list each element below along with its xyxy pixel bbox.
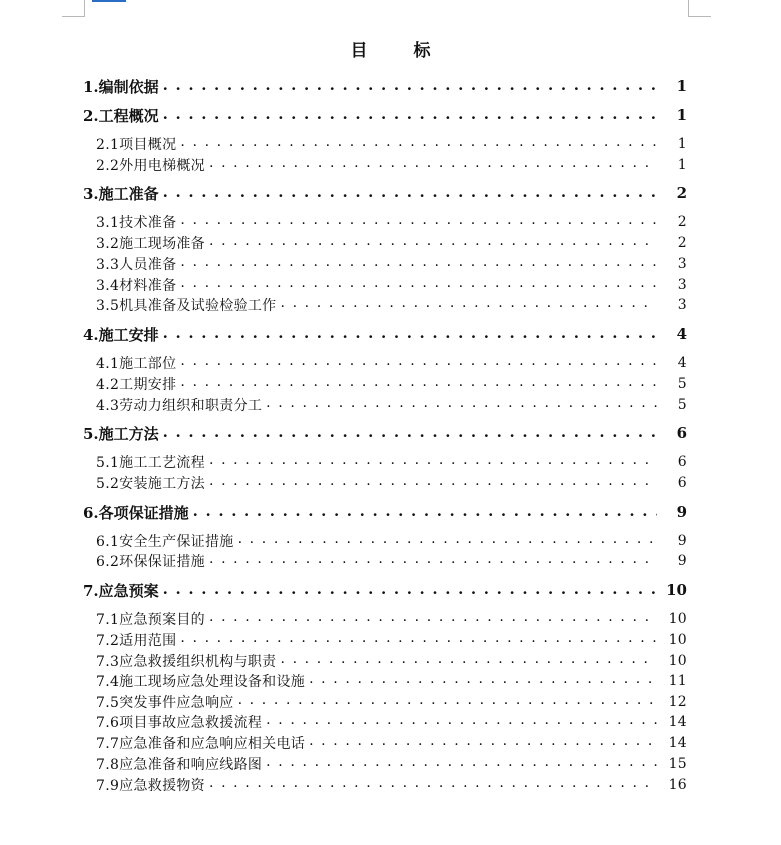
toc-section-entry[interactable]	[0, 275, 781, 295]
page-corner-mark-right	[688, 0, 711, 17]
toc-dot-leader	[163, 324, 657, 344]
toc-page-number: 10	[668, 653, 687, 669]
toc-dot-leader	[209, 233, 657, 253]
toc-section-entry[interactable]	[0, 295, 781, 315]
toc-dot-leader	[180, 254, 657, 274]
toc-entry-label: 3.2施工现场准备	[96, 236, 205, 252]
toc-section-entry[interactable]	[0, 233, 781, 253]
toc-section-entry[interactable]	[0, 712, 781, 732]
toc-dot-leader	[209, 155, 657, 175]
toc-entry-label: 6.1安全生产保证措施	[96, 534, 234, 550]
toc-section-entry[interactable]	[0, 374, 781, 394]
toc-dot-leader	[180, 353, 657, 373]
toc-entry-label: 6.各项保证措施	[83, 503, 189, 522]
toc-section-entry[interactable]	[0, 754, 781, 774]
toc-section-entry[interactable]	[0, 155, 781, 175]
toc-dot-leader	[209, 452, 657, 472]
toc-entry-label: 1.编制依据	[83, 77, 159, 96]
toc-section-entry[interactable]	[0, 651, 781, 671]
toc-page-number: 10	[666, 581, 687, 599]
toc-page-number: 3	[677, 297, 687, 313]
toc-entry-label: 2.工程概况	[83, 106, 159, 125]
toc-entry-label: 6.2环保保证措施	[96, 554, 205, 570]
toc-section-entry[interactable]	[0, 551, 781, 571]
toc-page-number: 3	[677, 277, 687, 293]
toc-chapter-entry[interactable]	[0, 76, 781, 96]
toc-dot-leader	[180, 630, 657, 650]
toc-page-number: 1	[676, 106, 687, 124]
toc-chapter-entry[interactable]	[0, 105, 781, 125]
toc-dot-leader	[309, 671, 657, 691]
toc-page-number: 14	[668, 714, 687, 730]
toc-entry-label: 3.1技术准备	[96, 215, 177, 231]
toc-page-number: 11	[668, 673, 687, 689]
toc-entry-label: 7.1应急预案目的	[96, 612, 205, 628]
toc-chapter-entry[interactable]	[0, 423, 781, 443]
toc-entry-label: 7.5突发事件应急响应	[96, 695, 234, 711]
toc-dot-leader	[163, 580, 657, 600]
toc-dot-leader	[238, 692, 657, 712]
toc-page-number: 5	[677, 376, 687, 392]
toc-dot-leader	[209, 473, 657, 493]
toc-page-number: 6	[676, 424, 687, 442]
toc-page-number: 9	[676, 503, 687, 521]
toc-entry-label: 7.应急预案	[83, 581, 159, 600]
toc-section-entry[interactable]	[0, 212, 781, 232]
page-corner-mark-left	[62, 0, 85, 17]
toc-entry-label: 4.1施工部位	[96, 356, 177, 372]
toc-dot-leader	[163, 76, 657, 96]
toc-section-entry[interactable]	[0, 254, 781, 274]
toc-dot-leader	[163, 423, 657, 443]
toc-entry-label: 7.2适用范围	[96, 633, 177, 649]
toc-dot-leader	[163, 183, 657, 203]
toc-entry-label: 4.2工期安排	[96, 377, 177, 393]
toc-section-entry[interactable]	[0, 134, 781, 154]
toc-dot-leader	[180, 134, 657, 154]
toc-page-number: 9	[677, 533, 687, 549]
toc-section-entry[interactable]	[0, 353, 781, 373]
toc-dot-leader	[280, 295, 657, 315]
toc-dot-leader	[209, 775, 657, 795]
toc-page-number: 5	[677, 397, 687, 413]
toc-entry-label: 5.2安装施工方法	[96, 476, 205, 492]
toc-page-number: 2	[677, 235, 687, 251]
toc-section-entry[interactable]	[0, 733, 781, 753]
toc-entry-label: 3.3人员准备	[96, 257, 177, 273]
toc-page-number: 4	[676, 325, 687, 343]
toc-dot-leader	[266, 395, 657, 415]
toc-page-number: 6	[677, 475, 687, 491]
toc-page-number: 14	[668, 735, 687, 751]
toc-dot-leader	[193, 502, 657, 522]
toc-page-number: 9	[677, 553, 687, 569]
toc-dot-leader	[266, 754, 657, 774]
toc-section-entry[interactable]	[0, 609, 781, 629]
toc-dot-leader	[209, 609, 657, 629]
toc-entry-label: 3.4材料准备	[96, 278, 177, 294]
toc-page-number: 6	[677, 454, 687, 470]
toc-dot-leader	[180, 374, 657, 394]
toc-entry-label: 3.施工准备	[83, 184, 159, 203]
toc-dot-leader	[209, 551, 657, 571]
toc-chapter-entry[interactable]	[0, 183, 781, 203]
toc-page-number: 16	[668, 777, 687, 793]
toc-section-entry[interactable]	[0, 692, 781, 712]
toc-page-number: 1	[676, 77, 687, 95]
toc-entry-label: 7.3应急救援组织机构与职责	[96, 654, 277, 670]
toc-chapter-entry[interactable]	[0, 324, 781, 344]
toc-page-number: 2	[676, 184, 687, 202]
toc-page-number: 1	[677, 157, 687, 173]
toc-section-entry[interactable]	[0, 473, 781, 493]
toc-entry-label: 2.1项目概况	[96, 137, 177, 153]
toc-dot-leader	[266, 712, 657, 732]
toc-section-entry[interactable]	[0, 630, 781, 650]
toc-entry-label: 4.施工安排	[83, 325, 159, 344]
toc-dot-leader	[238, 531, 657, 551]
toc-chapter-entry[interactable]	[0, 580, 781, 600]
toc-page-number: 2	[677, 214, 687, 230]
toc-page-number: 10	[668, 632, 687, 648]
toc-page-number: 10	[668, 611, 687, 627]
toc-dot-leader	[180, 212, 657, 232]
toc-section-entry[interactable]	[0, 452, 781, 472]
toc-entry-label: 4.3劳动力组织和职责分工	[96, 398, 263, 414]
toc-section-entry[interactable]	[0, 395, 781, 415]
toc-entry-label: 5.施工方法	[83, 424, 159, 443]
toc-page-number: 3	[677, 256, 687, 272]
toc-dot-leader	[280, 651, 657, 671]
toc-entry-label: 3.5机具准备及试验检验工作	[96, 298, 277, 314]
toc-section-entry[interactable]	[0, 775, 781, 795]
toc-dot-leader	[180, 275, 657, 295]
toc-page-number: 4	[677, 355, 687, 371]
toc-entry-label: 7.4施工现场应急处理设备和设施	[96, 674, 306, 690]
toc-page-number: 12	[668, 694, 687, 710]
toc-entry-label: 7.6项目事故应急救援流程	[96, 715, 263, 731]
text-cursor-indicator	[92, 0, 126, 2]
toc-entry-label: 7.8应急准备和响应线路图	[96, 757, 263, 773]
toc-entry-label: 5.1施工工艺流程	[96, 455, 205, 471]
toc-section-entry[interactable]	[0, 531, 781, 551]
toc-entry-label: 2.2外用电梯概况	[96, 158, 205, 174]
toc-entry-label: 7.7应急准备和应急响应相关电话	[96, 736, 306, 752]
toc-entry-label: 7.9应急救援物资	[96, 778, 205, 794]
toc-dot-leader	[163, 105, 657, 125]
toc-page-number: 15	[668, 756, 687, 772]
toc-title: 目 标	[350, 41, 451, 61]
toc-dot-leader	[309, 733, 657, 753]
toc-chapter-entry[interactable]	[0, 502, 781, 522]
toc-page-number: 1	[677, 136, 687, 152]
toc-section-entry[interactable]	[0, 671, 781, 691]
